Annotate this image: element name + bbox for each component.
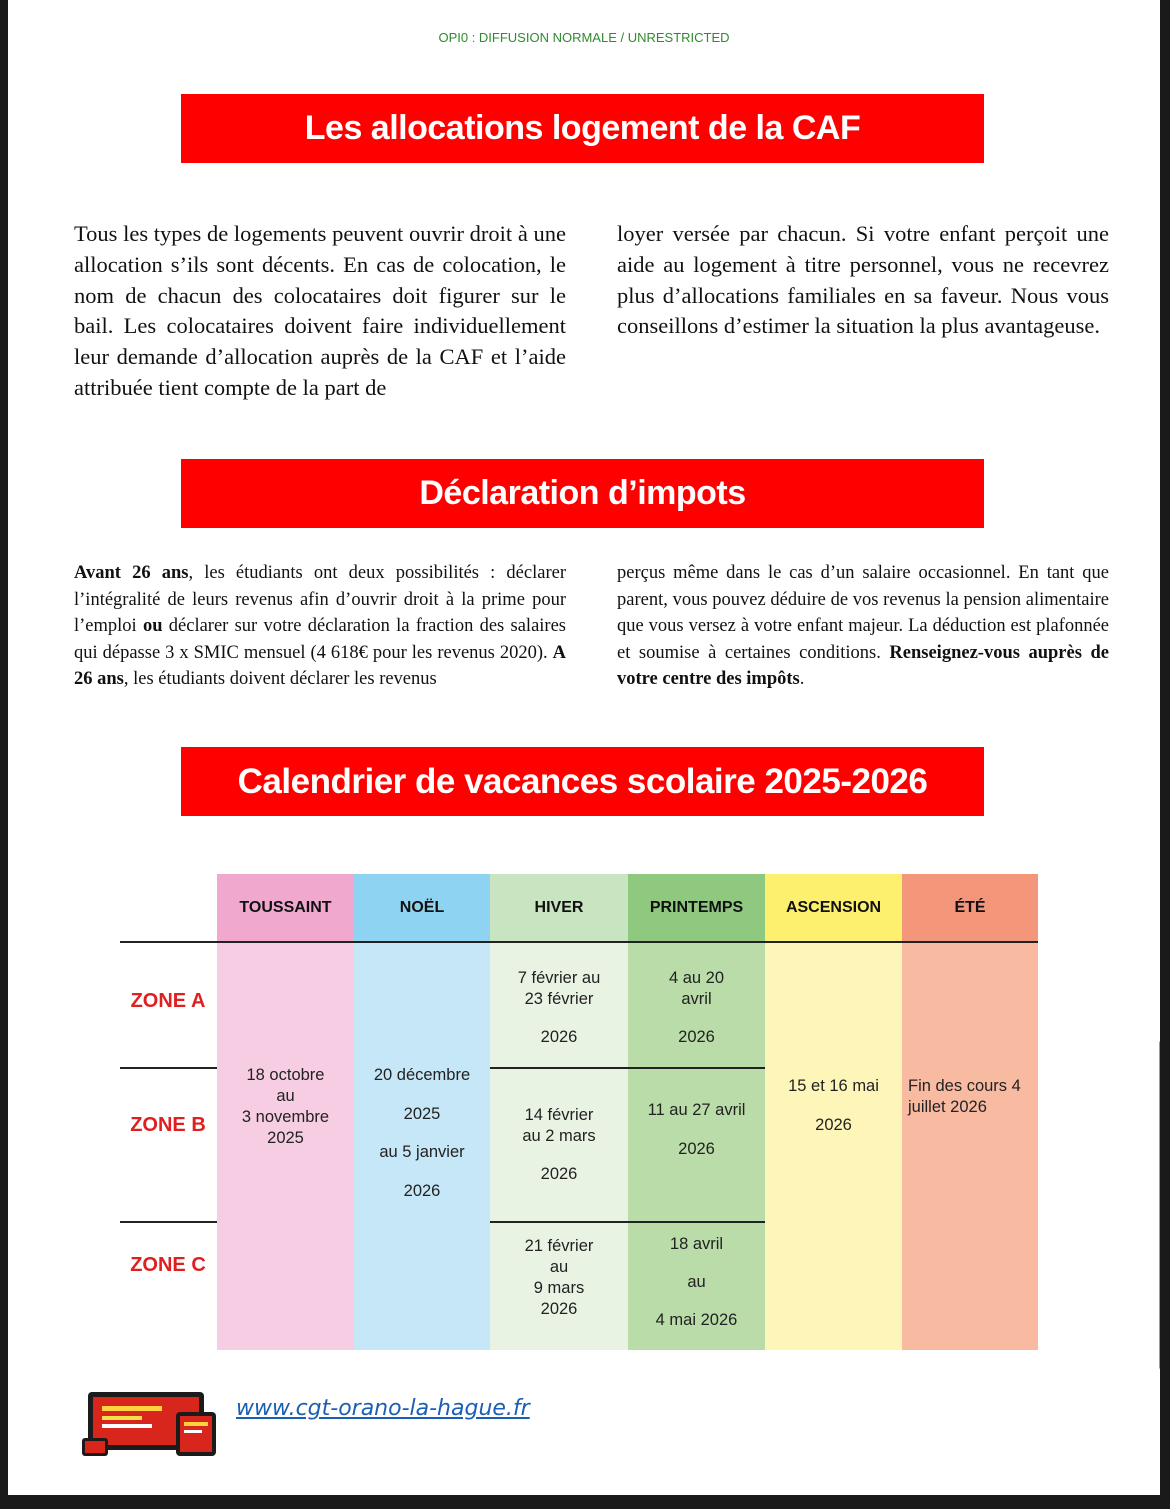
zone-c-label: ZONE C (130, 1254, 206, 1276)
header-ete: ÉTÉ (902, 874, 1038, 942)
zone-divider (490, 1067, 765, 1069)
cell-printemps-zone-b: 11 au 27 avril 2026 (647, 1101, 746, 1158)
header-printemps: PRINTEMPS (628, 874, 765, 942)
zone-a-label: ZONE A (130, 990, 206, 1012)
cell-printemps-zone-a: 4 au 20 avril 2026 (668, 969, 725, 1046)
zone-divider (120, 1221, 217, 1223)
website-link[interactable]: www.cgt-orano-la-hague.fr (236, 1396, 530, 1421)
section-title-caf: Les allocations logement de la CAF (181, 94, 984, 163)
zone-divider (490, 1221, 765, 1223)
cell-hiver-zone-a: 7 février au 23 février 2026 (517, 969, 601, 1046)
cell-hiver-zone-c: 21 février au 9 mars 2026 (524, 1237, 594, 1318)
cell-printemps-zone-c: 18 avril au 4 mai 2026 (655, 1235, 738, 1329)
zone-b-label: ZONE B (130, 1114, 206, 1136)
cell-ete: Fin des cours 4 juillet 2026 (908, 1077, 1021, 1116)
column-ete (902, 942, 1038, 1350)
cell-toussaint: 18 octobre au 3 novembre 2025 (241, 1066, 330, 1147)
impots-text-left: Avant 26 ans, les étudiants ont deux possibilités : déclarer l’intégralité de leurs revenus afin d’ouvrir droit à la prime pour l’emploi ou déclarer sur votre déclaration la fraction des salaires qui dépasse 3 x SMIC mensuel (4 618€ pour les revenus 2020). A 26 ans, les étudiants doivent déclarer les revenus (74, 563, 566, 690)
caf-text-right: loyer versée par chacun. Si votre enfant perçoit une aide au logement à titre personnel, vous ne recevrez plus d’allocations familiales en sa faveur. Nous vous conseillons d’estimer la situation la plus avantageuse. (617, 221, 1109, 339)
section-title-impots: Déclaration d’impots (181, 459, 984, 528)
classification-label: OPI0 : DIFFUSION NORMALE / UNRESTRICTED (438, 30, 730, 45)
header-noel: NOËL (354, 874, 490, 942)
section-title-calendrier: Calendrier de vacances scolaire 2025-2026 (181, 747, 984, 816)
document-page (8, 0, 1160, 1495)
zone-divider (120, 1067, 217, 1069)
scrollbar[interactable] (1159, 1040, 1160, 1370)
cell-noel: 20 décembre 2025 au 5 janvier 2026 (373, 1066, 471, 1200)
cell-hiver-zone-b: 14 février au 2 mars 2026 (522, 1106, 596, 1183)
impots-text-right: perçus même dans le cas d’un salaire occasionnel. En tant que parent, vous pouvez déduire de vos revenus la pension alimentaire que vous versez à votre enfant majeur. La déduction est plafonnée et soumise à certaines conditions. Renseignez-vous auprès de votre centre des impôts. (617, 563, 1109, 690)
header-hiver: HIVER (490, 874, 628, 942)
header-ascension: ASCENSION (765, 874, 902, 942)
devices-icon (80, 1388, 220, 1465)
table-divider (120, 941, 1038, 943)
caf-text-left: Tous les types de logements peuvent ouvrir droit à une allocation s’ils sont décents. En cas de colocation, le nom de chacun des colocataires doit figurer sur le bail. Les colocataires doivent faire individuellement leur demande d’allocation auprès de la CAF et l’aide attribuée tient compte de la part de (74, 221, 566, 400)
cell-ascension: 15 et 16 mai 2026 (788, 1077, 879, 1134)
column-ascension (765, 942, 902, 1350)
header-toussaint: TOUSSAINT (217, 874, 354, 942)
